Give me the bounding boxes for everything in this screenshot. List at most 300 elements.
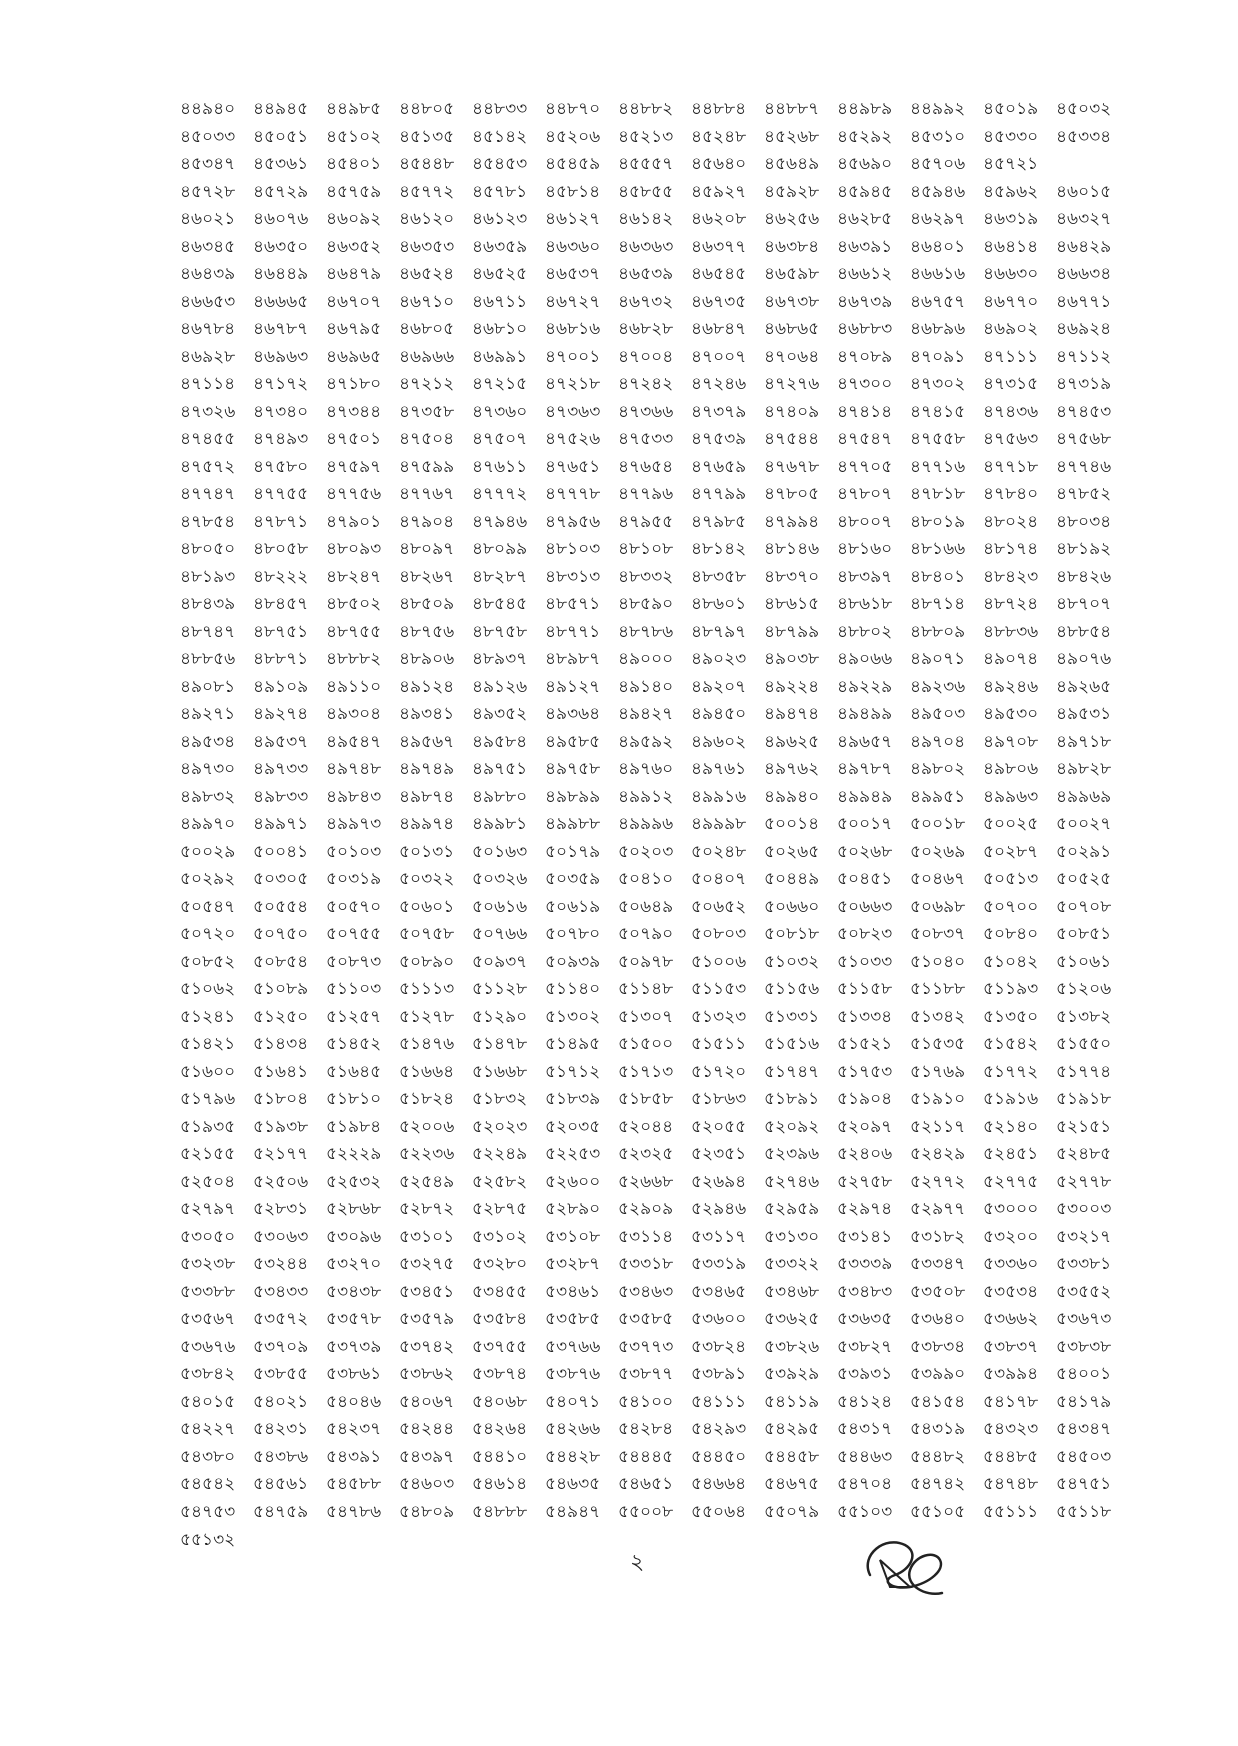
roll-number: ৪৭৬১১ [472,456,528,477]
roll-number: ৪৮৭০৭ [1056,594,1112,614]
roll-number: ৪৭২৪৬ [691,374,747,394]
roll-number: ৪৬১৪২ [618,209,674,229]
roll-number: ৫২৭৪৬ [764,1171,820,1192]
roll-number: ৪৫২৪৮ [691,126,747,147]
roll-number: ৫০৫৪৭ [180,896,236,917]
roll-number: ৪৬৩৪৫ [180,236,236,257]
roll-number: ৪৭২৭৬ [764,374,820,394]
roll-number: ৪৭৮১৮ [910,484,966,504]
roll-number: ৪৬৩২৭ [1056,209,1112,229]
roll-number: ৪৫২৬৮ [764,126,820,147]
roll-number: ৪৯৫৮৪ [472,731,528,752]
roll-number: ৫০৩২৬ [472,869,528,889]
roll-number: ৫২৪২৯ [910,1144,966,1164]
roll-number: ৫২৩৯৬ [764,1144,820,1164]
roll-number: ৪৬৫৪৫ [691,264,747,284]
roll-number: ৫৪৭৪২ [910,1474,966,1494]
number-row [180,1141,1130,1169]
roll-number: ৪৭৭৫৫ [253,484,309,504]
roll-number: ৪৬৯২৮ [180,346,236,367]
roll-number: ৫২৭৭৮ [1056,1171,1112,1192]
roll-number: ৪৬৭৮৭ [253,319,309,339]
roll-number: ৪৯৯৮১ [472,814,528,834]
roll-number: ৪৭৮৭১ [253,511,309,532]
roll-number: ৪৯০৮১ [180,676,236,697]
roll-number: ৫১০৮৯ [253,979,309,999]
roll-number: ৫০২৯১ [1056,841,1112,862]
roll-number: ৪৭০৬৪ [764,346,820,367]
roll-number: ৫২২৩৬ [399,1144,455,1164]
roll-number: ৪৯৮৮০ [472,786,528,807]
roll-number: ৫৩০০৩ [1056,1199,1112,1219]
roll-number: ৫০১৩১ [399,841,455,862]
roll-number: ৫০৯৭৮ [618,951,674,972]
roll-number: ৫৩৭৬৬ [545,1336,601,1357]
roll-number: ৪৯২৬৫ [1056,676,1112,697]
roll-number: ৪৯৮৪৩ [326,786,382,807]
number-row [180,371,1130,399]
roll-number: ৪৫৩৪৭ [180,154,236,174]
roll-number: ৪৫৬৯০ [837,154,893,174]
roll-number: ৫৪৬৩৫ [545,1474,601,1494]
roll-number: ৪৯৭৫৮ [545,759,601,779]
roll-number: ৪৫৩৩৪ [1056,126,1112,147]
roll-number: ৫০৬০১ [399,896,455,917]
roll-number: ৫২৯৪৬ [691,1199,747,1219]
number-row [180,949,1130,977]
roll-number: ৫১৫৩৫ [910,1034,966,1054]
roll-number: ৪৯৫৬৭ [399,731,455,752]
roll-number: ৫৪২২৭ [180,1419,236,1439]
roll-number: ৫১৪৭৮ [472,1034,528,1054]
roll-number: ৫৩৮৩৭ [983,1336,1039,1357]
roll-number: ৪৬৯৬৩ [253,346,309,367]
roll-number: ৪৮০৫৮ [253,539,309,559]
roll-number: ৪৭৪০৯ [764,401,820,422]
roll-number: ৪৯৮৩৩ [253,786,309,807]
roll-number: ৪৮৭২৪ [983,594,1039,614]
roll-number: ৪৭৯৯৪ [764,511,820,532]
roll-number: ৫৩৪৬১ [545,1281,601,1302]
roll-number: ৪৭৫৯৭ [326,456,382,477]
roll-number: ৫১২৯০ [472,1006,528,1027]
number-row [180,866,1130,894]
roll-number: ৫৩৫৮৫ [618,1309,674,1329]
roll-number: ৪৮১৭৪ [983,539,1039,559]
roll-number: ৫৫০৬৪ [691,1501,747,1522]
roll-number: ৪৭৩৬৩ [545,401,601,422]
roll-number: ৫৪৪৬৩ [837,1446,893,1467]
roll-number: ৪৭৫২৬ [545,429,601,449]
roll-number: ৪৭৩৪০ [253,401,309,422]
roll-number: ৪৯০৬৬ [837,649,893,669]
roll-number: ৫৩২৭০ [326,1254,382,1274]
roll-number: ৪৭৭৯৯ [691,484,747,504]
roll-number: ৫৪৭৪৮ [983,1474,1039,1494]
roll-number: ৪৮৪২৩ [983,566,1039,587]
roll-number: ৫৩৫৮৫ [545,1309,601,1329]
roll-number: ৫০৬১৯ [545,896,601,917]
roll-number: ৫১৯১৬ [983,1089,1039,1109]
number-row [180,536,1130,564]
roll-number: ৪৬৭৩৮ [764,291,820,312]
roll-number: ৫৪২৮৪ [618,1419,674,1439]
roll-number: ৫১৪২১ [180,1034,236,1054]
roll-number: ৫৪০১৫ [180,1391,236,1412]
roll-number: ৫২৪৮৫ [1056,1144,1112,1164]
number-row [180,1031,1130,1059]
roll-number: ৪৭৭৭২ [472,484,528,504]
roll-number: ৪৬৫৩৯ [618,264,674,284]
roll-number: ৫১০০৬ [691,951,747,972]
roll-number: ৫৩৬২৫ [764,1309,820,1329]
number-row [180,1279,1130,1307]
roll-number: ৪৯৮২৮ [1056,759,1112,779]
roll-number: ৪৬৫৯৮ [764,264,820,284]
roll-number: ৫৪৪৮২ [910,1446,966,1467]
roll-number: ৪৯৭৪৯ [399,759,455,779]
roll-number: ৪৬৮৪৭ [691,319,747,339]
roll-number: ৪৬৮৯৬ [910,319,966,339]
roll-number: ৪৬১২০ [399,209,455,229]
roll-number: ৫০৭৫৮ [399,924,455,944]
roll-number: ৪৯৫৩১ [1056,704,1112,724]
roll-number: ৪৬৭৭০ [983,291,1039,312]
roll-number: ৫৫১১৮ [1056,1501,1112,1522]
roll-number: ৪৪৮৮৭ [764,99,820,119]
roll-number: ৪৬৮৮৩ [837,319,893,339]
roll-number: ৫১৮৫৮ [618,1089,674,1109]
roll-number: ৪৬৩৭৭ [691,236,747,257]
roll-number: ৫১১১৩ [399,979,455,999]
roll-number: ৪৮০৫০ [180,539,236,559]
roll-number: ৫৫০০৮ [618,1501,674,1522]
roll-number: ৪৭৫৭২ [180,456,236,477]
roll-number: ৪৫২৯২ [837,126,893,147]
roll-number: ৫১৬৪৫ [326,1061,382,1082]
roll-number: ৫৩৮২৭ [837,1336,893,1357]
roll-number: ৫২০৫৫ [691,1116,747,1137]
roll-number: ৪৫৭০৬ [910,154,966,174]
roll-number: ৫০৩১৯ [326,869,382,889]
roll-number: ৪৭৩১৫ [983,374,1039,394]
roll-number: ৫১৩৮২ [1056,1006,1112,1027]
roll-number: ৪৫৪৫৯ [545,154,601,174]
roll-number: ৪৭১৮০ [326,374,382,394]
roll-number: ৫২১১৭ [910,1116,966,1137]
roll-number: ৫১২৫৭ [326,1006,382,1027]
roll-number: ৫৩৯২৯ [764,1364,820,1384]
roll-number: ৫১৪৫২ [326,1034,382,1054]
roll-number: ৫৩৮২৬ [764,1336,820,1357]
roll-number: ৪৬৭৩৯ [837,291,893,312]
roll-number: ৫২৭৭২ [910,1171,966,1192]
roll-number: ৫২৯৫৯ [764,1199,820,1219]
roll-number: ৫০৩৫৯ [545,869,601,889]
roll-number: ৫৩৮৫৫ [253,1364,309,1384]
roll-number: ৫০৬৬৩ [837,896,893,917]
roll-number: ৪৬৪০১ [910,236,966,257]
roll-number: ৪৭২১৫ [472,374,528,394]
roll-number: ৪৫২০৬ [545,126,601,147]
roll-number: ৪৮৫০৯ [399,594,455,614]
roll-number: ৫২১৫১ [1056,1116,1112,1137]
number-row [180,729,1130,757]
roll-number: ৪৫৩৬১ [253,154,309,174]
roll-number: ৫১২৪১ [180,1006,236,1027]
roll-number: ৪৬১২৭ [545,209,601,229]
roll-number: ৫০২৬৫ [764,841,820,862]
roll-number: ৫২৮৬৮ [326,1199,382,1219]
roll-number: ৪৭৫০১ [326,429,382,449]
roll-number: ৫৪২৬৬ [545,1419,601,1439]
roll-number: ৫৩৪৬৫ [691,1281,747,1302]
roll-number: ৪৭৫৫৮ [910,429,966,449]
roll-number: ৪৭৩৫৮ [399,401,455,422]
roll-number: ৫২৪৫১ [983,1144,1039,1164]
roll-number: ৪৬৮০৫ [399,319,455,339]
roll-number: ৫০০৪১ [253,841,309,862]
roll-number: ৫৪২৬৪ [472,1419,528,1439]
roll-number: ৪৭৩০০ [837,374,893,394]
number-row [180,206,1130,234]
roll-number: ৪৭৩১৯ [1056,374,1112,394]
roll-number: ৪৫৭৮১ [472,181,528,202]
number-row [180,646,1130,674]
roll-number: ৪৮১০৩ [545,539,601,559]
roll-number: ৪৬৪২৯ [1056,236,1112,257]
roll-number: ৪৪৮০৫ [399,99,455,119]
roll-number: ৪৮৩৫৮ [691,566,747,587]
roll-number: ৫০৮৫৪ [253,951,309,972]
roll-number: ৫০৮৫১ [1056,924,1112,944]
roll-number: ৪৫১৩৫ [399,126,455,147]
number-row [180,564,1130,592]
roll-number: ৫১৭৫৩ [837,1061,893,1082]
roll-number: ৪৯৩০৪ [326,704,382,724]
roll-number: ৪৫৭৫৯ [326,181,382,202]
roll-number: ৫২৫৪৯ [399,1171,455,1192]
roll-number: ৪৭৯৫৫ [618,511,674,532]
roll-number: ৫০৬৬০ [764,896,820,917]
roll-number: ৫১৭৭২ [983,1061,1039,1082]
roll-number: ৫৪৩২৩ [983,1419,1039,1439]
roll-number: ৪৯৩৬৪ [545,704,601,724]
roll-number: ৪৬৭৩২ [618,291,674,312]
roll-number: ৫০৩০৫ [253,869,309,889]
number-row [180,756,1130,784]
roll-number: ৫১০৬২ [180,979,236,999]
roll-number: ৫৪০৬৭ [399,1391,455,1412]
roll-number: ৫৩৯৯০ [910,1364,966,1384]
roll-number: ৪৭৩৬০ [472,401,528,422]
roll-number: ৫০৬৫২ [691,896,747,917]
roll-number: ৫৩৪৮৩ [837,1281,893,1302]
roll-number: ৪৯০৭৪ [983,649,1039,669]
roll-number: ৪৭০০১ [545,346,601,367]
number-row [180,1361,1130,1389]
roll-number: ৪৭৭১৬ [910,456,966,477]
roll-number: ৫২৬০০ [545,1171,601,1192]
roll-number: ৫৪০৬৮ [472,1391,528,1412]
roll-number: ৫৪১১১ [691,1391,747,1412]
roll-number: ৫৪১৭৮ [983,1391,1039,1412]
roll-number: ৫১৭১৩ [618,1061,674,1082]
roll-number: ৫২২৪৯ [472,1144,528,1164]
roll-number: ৫৩৮৭৬ [545,1364,601,1384]
roll-number: ৫০৫১৩ [983,869,1039,889]
roll-number: ৪৮৭১৪ [910,594,966,614]
roll-number: ৫১৬৬৮ [472,1061,528,1082]
roll-number: ৫২৫৮২ [472,1171,528,1192]
roll-number: ৫৩৩১৯ [691,1254,747,1274]
roll-number: ৫৪৭৫১ [1056,1474,1112,1494]
roll-number: ৪৯৭৩০ [180,759,236,779]
roll-number: ৫০৭৮০ [545,924,601,944]
roll-number: ৪৮৭৫৮ [472,621,528,642]
roll-number: ৫৩৪৫১ [399,1281,455,1302]
roll-number: ৪৫৪০১ [326,154,382,174]
roll-number: ৫৩৩৬০ [983,1254,1039,1274]
roll-number: ৪৫৭২৮ [180,181,236,202]
roll-number: ৪৮৭৯৯ [764,621,820,642]
roll-number: ৪৯০০০ [618,649,674,669]
roll-number: ৫০৩২২ [399,869,455,889]
roll-number: ৪৭৫৩৩ [618,429,674,449]
roll-number: ৪৯৭৮৭ [837,759,893,779]
roll-number: ৪৬৭৮৪ [180,319,236,339]
roll-number: ৪৬৬১৬ [910,264,966,284]
roll-number: ৪৮৫৪৫ [472,594,528,614]
roll-number: ৫২৭৭৫ [983,1171,1039,1192]
roll-number: ৪৯১৪০ [618,676,674,697]
roll-number: ৫০১৬৩ [472,841,528,862]
roll-number: ৫০৭০৮ [1056,896,1112,917]
roll-number: ৫১৫৪২ [983,1034,1039,1054]
roll-number: ৫৪১২৪ [837,1391,893,1412]
roll-number: ৫১০৬১ [1056,951,1112,972]
roll-number: ৫৪৪১০ [472,1446,528,1467]
roll-number: ৪৬৬৩৪ [1056,264,1112,284]
roll-number: ৪৯৮৭৪ [399,786,455,807]
roll-number: ৫০৮০৩ [691,924,747,944]
roll-number: ৪৬৭৫৭ [910,291,966,312]
roll-number: ৫৩৭০৯ [253,1336,309,1357]
roll-number: ৪৯০২৩ [691,649,747,669]
roll-number: ৪৭১১১ [983,346,1039,367]
roll-number: ৪৪৮৩৩ [472,99,528,119]
number-row [180,674,1130,702]
roll-number: ৫১২৫০ [253,1006,309,1027]
roll-number: ৫২৩২৫ [618,1144,674,1164]
roll-number: ৫১৭১২ [545,1061,601,1082]
roll-number: ৫০৮৯০ [399,951,455,972]
roll-number: ৫১৮৩২ [472,1089,528,1109]
roll-number: ৫২৪০৬ [837,1144,893,1164]
roll-number: ৪৯১১০ [326,676,382,697]
roll-number: ৪৯৫৮৫ [545,731,601,752]
roll-number: ৫০৮৭৩ [326,951,382,972]
roll-number: ৪৯৫০৩ [910,704,966,724]
roll-number: ৫৩১৩০ [764,1226,820,1247]
number-row [180,1196,1130,1224]
roll-number: ৪৯২০৭ [691,676,747,697]
roll-number: ৪৭৬৫১ [545,456,601,477]
roll-number: ৪৯৪৫০ [691,704,747,724]
roll-number: ৪৭৯০৪ [399,511,455,532]
roll-number: ৫২৭৫৮ [837,1171,893,1192]
roll-number: ৪৮০৯৭ [399,539,455,559]
roll-number: ৫৩৮৪২ [180,1364,236,1384]
roll-number-grid [180,96,1130,1550]
number-row [180,399,1130,427]
roll-number: ৪৭০০৪ [618,346,674,367]
number-row [180,894,1130,922]
roll-number: ৪৫৯৪৫ [837,181,893,202]
roll-number: ৪৮১৬৬ [910,539,966,559]
roll-number: ৪৭৭৫৬ [326,484,382,504]
roll-number: ৫১৫২১ [837,1034,893,1054]
roll-number: ৪৬৩৯১ [837,236,893,257]
number-row [180,1499,1130,1550]
roll-number: ৪৭৫০৭ [472,429,528,449]
roll-number: ৫১১৪৮ [618,979,674,999]
roll-number: ৫০২৬৮ [837,841,893,862]
roll-number: ৫০৮৫২ [180,951,236,972]
roll-number: ৪৮৭৮৬ [618,621,674,642]
roll-number: ৪৯৮০৬ [983,759,1039,779]
roll-number: ৫০৪৪৯ [764,869,820,889]
roll-number: ৫৩৭৭৩ [618,1336,674,1357]
roll-number: ৫১১৫৮ [837,979,893,999]
roll-number: ৫০১৭৯ [545,841,601,862]
roll-number: ৪৮৭৫৬ [399,621,455,642]
roll-number: ৫৩৫৬৭ [180,1309,236,1329]
roll-number: ৫৩৮৩৮ [1056,1336,1112,1357]
roll-number: ৫১৫৫০ [1056,1034,1112,1054]
roll-number: ৫১৩০৭ [618,1006,674,1027]
number-row [180,1059,1130,1087]
roll-number: ৪৮৮৮২ [326,649,382,669]
roll-number: ৪৬৩৮৪ [764,236,820,257]
roll-number: ৪৯১২৪ [399,676,455,697]
roll-number: ৪৫৩১০ [910,126,966,147]
roll-number: ৫১৭৪৭ [764,1061,820,1082]
roll-number: ৪৭৭৪৭ [180,484,236,504]
roll-number: ৪৭৫৬৮ [1056,429,1112,449]
roll-number: ৫০৫২৫ [1056,869,1112,889]
roll-number: ৪৫৮১৪ [545,181,601,202]
roll-number: ৫০৬৪৯ [618,896,674,917]
roll-number: ৪৭৭১৮ [983,456,1039,477]
roll-number: ৪৬১২৩ [472,209,528,229]
roll-number: ৫১৩৪২ [910,1006,966,1027]
roll-number: ৪৯২৩৬ [910,676,966,697]
roll-number: ৫০২৮৭ [983,841,1039,862]
roll-number: ৪৭৮৪০ [983,484,1039,504]
roll-number: ৪৯৯১২ [618,786,674,807]
roll-number: ৪৪৯৯২ [910,99,966,119]
roll-number: ৫১৯০৪ [837,1089,893,1109]
roll-number: ৪৯৯৮৮ [545,814,601,834]
roll-number: ৪৭১১২ [1056,346,1112,367]
number-row [180,1169,1130,1197]
roll-number: ৫৩২৩৮ [180,1254,236,1274]
roll-number: ৫২০৯২ [764,1116,820,1137]
number-row [180,1471,1130,1499]
roll-number: ৪৮৬০১ [691,594,747,614]
number-row [180,179,1130,207]
